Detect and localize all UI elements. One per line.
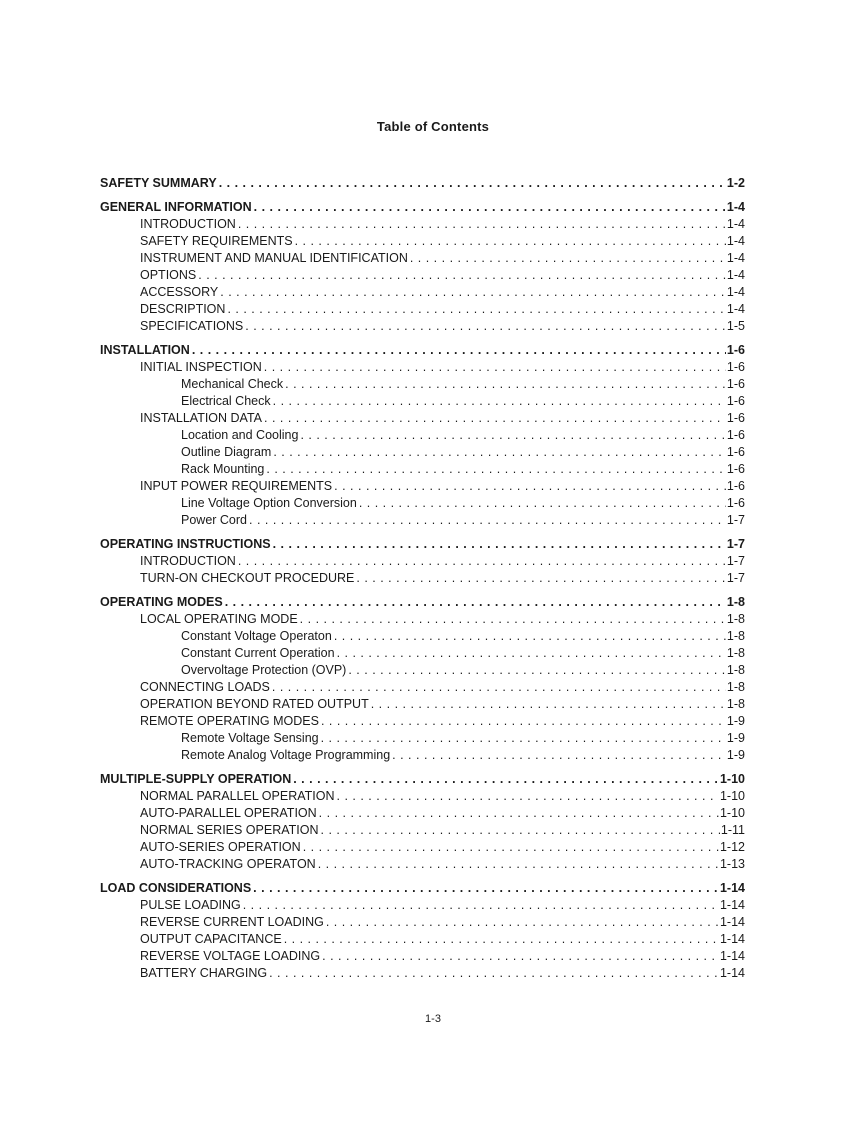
- dot-leader: [318, 856, 719, 873]
- footer-page-number: 1-3: [425, 1013, 441, 1025]
- dot-leader: [225, 594, 726, 611]
- toc-entry-page: 1-9: [726, 748, 745, 762]
- toc-entry-page: 1-7: [726, 571, 745, 585]
- dot-leader: [295, 233, 726, 250]
- dot-leader: [253, 880, 719, 897]
- toc-entry-page: 1-8: [726, 697, 745, 711]
- toc-entry-label: Remote Voltage Sensing: [181, 731, 319, 745]
- toc-entry: [100, 747, 745, 764]
- toc-entry-label: NORMAL SERIES OPERATION: [140, 823, 319, 837]
- dot-leader: [254, 199, 726, 216]
- toc-entry-page: 1-9: [726, 714, 745, 728]
- toc-entry: [100, 628, 745, 645]
- toc-entry-label: AUTO-TRACKING OPERATON: [140, 857, 316, 871]
- toc-entry-page: 1-7: [726, 513, 745, 527]
- dot-leader: [322, 948, 719, 965]
- toc-entry-page: 1-6: [726, 496, 745, 510]
- toc-entry-label: SAFETY REQUIREMENTS: [140, 234, 293, 248]
- toc-entry-label: INITIAL INSPECTION: [140, 360, 262, 374]
- dot-leader: [266, 461, 726, 478]
- toc-entry: [100, 233, 745, 250]
- dot-leader: [269, 965, 719, 982]
- toc-entry-page: 1-6: [726, 343, 745, 357]
- toc-entry-page: 1-14: [719, 915, 745, 929]
- dot-leader: [264, 410, 726, 427]
- dot-leader: [334, 478, 726, 495]
- toc-entry: [100, 679, 745, 696]
- dot-leader: [337, 645, 726, 662]
- toc-entry-label: ACCESSORY: [140, 285, 219, 299]
- toc-entry-page: 1-6: [726, 462, 745, 476]
- toc-entry-label: BATTERY CHARGING: [140, 966, 268, 980]
- toc-entry-label: OPERATING INSTRUCTIONS: [100, 537, 271, 551]
- dot-leader: [303, 839, 719, 856]
- dot-leader: [285, 376, 726, 393]
- toc-entry: [100, 696, 745, 713]
- dot-leader: [273, 444, 726, 461]
- toc-entry-page: 1-14: [719, 949, 745, 963]
- toc-entry: [100, 359, 745, 376]
- toc-entry-label: INSTALLATION: [100, 343, 190, 357]
- toc-entry-label: OUTPUT CAPACITANCE: [140, 932, 282, 946]
- toc-entry-page: 1-6: [726, 479, 745, 493]
- dot-leader: [348, 662, 726, 679]
- toc-entry-page: 1-8: [726, 595, 745, 609]
- toc-entry: [100, 376, 745, 393]
- toc-entry-label: OPERATION BEYOND RATED OUTPUT: [140, 697, 369, 711]
- toc-entry: [100, 553, 745, 570]
- toc-entry-page: 1-14: [719, 932, 745, 946]
- dot-leader: [284, 931, 719, 948]
- toc-entry-label: INSTALLATION DATA: [140, 411, 263, 425]
- toc-entry: [100, 645, 745, 662]
- toc-entry-label: AUTO-SERIES OPERATION: [140, 840, 301, 854]
- toc-entry: [100, 965, 745, 982]
- toc-entry-page: 1-8: [726, 680, 745, 694]
- toc-entry-page: 1-6: [726, 394, 745, 408]
- toc-entry-label: AUTO-PARALLEL OPERATION: [140, 806, 317, 820]
- toc-entry: [100, 536, 745, 553]
- toc-entry: [100, 199, 745, 216]
- toc-entry-label: INTRODUCTION: [140, 554, 236, 568]
- dot-leader: [220, 284, 726, 301]
- toc-entry: [100, 427, 745, 444]
- toc-entry-page: 1-10: [719, 806, 745, 820]
- toc-entry-label: Electrical Check: [181, 394, 271, 408]
- toc-entry-label: Overvoltage Protection (OVP): [181, 663, 347, 677]
- dot-leader: [319, 805, 719, 822]
- toc-entry: [100, 713, 745, 730]
- toc-entry-page: 1-4: [726, 217, 745, 231]
- toc-entry: [100, 788, 745, 805]
- toc-entry-page: 1-6: [726, 445, 745, 459]
- toc-entry: [100, 914, 745, 931]
- toc-entry-label: LOAD CONSIDERATIONS: [100, 881, 252, 895]
- dot-leader: [219, 175, 726, 192]
- toc-list: [100, 175, 745, 982]
- dot-leader: [243, 897, 719, 914]
- toc-entry: [100, 948, 745, 965]
- toc-entry: [100, 570, 745, 587]
- toc-entry-page: 1-4: [726, 251, 745, 265]
- toc-entry: [100, 594, 745, 611]
- toc-entry-page: 1-10: [719, 772, 745, 786]
- toc-entry: [100, 495, 745, 512]
- toc-entry-page: 1-7: [726, 537, 745, 551]
- toc-entry: [100, 805, 745, 822]
- toc-entry-label: Constant Current Operation: [181, 646, 335, 660]
- toc-entry-label: SAFETY SUMMARY: [100, 176, 217, 190]
- toc-entry-page: 1-4: [726, 285, 745, 299]
- dot-leader: [392, 747, 726, 764]
- toc-entry-label: Outline Diagram: [181, 445, 272, 459]
- toc-entry: [100, 839, 745, 856]
- dot-leader: [321, 822, 720, 839]
- toc-entry: [100, 444, 745, 461]
- toc-entry: [100, 318, 745, 335]
- toc-entry-page: 1-11: [720, 823, 745, 837]
- toc-entry-page: 1-12: [719, 840, 745, 854]
- toc-entry: [100, 897, 745, 914]
- toc-entry: [100, 880, 745, 897]
- dot-leader: [238, 553, 726, 570]
- toc-entry-label: Power Cord: [181, 513, 247, 527]
- toc-entry-label: GENERAL INFORMATION: [100, 200, 252, 214]
- dot-leader: [249, 512, 726, 529]
- toc-entry-page: 1-4: [726, 234, 745, 248]
- dot-leader: [245, 318, 726, 335]
- dot-leader: [238, 216, 726, 233]
- toc-entry-label: INTRODUCTION: [140, 217, 236, 231]
- toc-entry-page: 1-4: [726, 302, 745, 316]
- toc-entry-page: 1-13: [719, 857, 745, 871]
- toc-entry-label: OPTIONS: [140, 268, 197, 282]
- toc-entry: [100, 410, 745, 427]
- toc-entry-label: Rack Mounting: [181, 462, 265, 476]
- toc-entry-label: DESCRIPTION: [140, 302, 226, 316]
- toc-entry-label: OPERATING MODES: [100, 595, 223, 609]
- dot-leader: [300, 427, 725, 444]
- dot-leader: [198, 267, 726, 284]
- dot-leader: [356, 570, 726, 587]
- toc-entry-label: Constant Voltage Operaton: [181, 629, 332, 643]
- toc-entry: [100, 342, 745, 359]
- toc-entry-label: CONNECTING LOADS: [140, 680, 270, 694]
- dot-leader: [334, 628, 726, 645]
- dot-leader: [300, 611, 726, 628]
- toc-entry-page: 1-6: [726, 428, 745, 442]
- dot-leader: [321, 713, 726, 730]
- toc-entry-label: INSTRUMENT AND MANUAL IDENTIFICATION: [140, 251, 408, 265]
- toc-entry-page: 1-8: [726, 629, 745, 643]
- toc-entry: [100, 216, 745, 233]
- toc-entry-label: PULSE LOADING: [140, 898, 241, 912]
- dot-leader: [227, 301, 725, 318]
- toc-entry-label: REVERSE CURRENT LOADING: [140, 915, 324, 929]
- toc-entry-page: 1-4: [726, 200, 745, 214]
- toc-entry-page: 1-5: [726, 319, 745, 333]
- toc-entry: [100, 611, 745, 628]
- toc-entry-page: 1-6: [726, 377, 745, 391]
- dot-leader: [273, 393, 726, 410]
- toc-entry: [100, 175, 745, 192]
- dot-leader: [321, 730, 726, 747]
- toc-entry-page: 1-6: [726, 411, 745, 425]
- toc-entry: [100, 771, 745, 788]
- toc-entry: [100, 301, 745, 318]
- toc-entry-label: Mechanical Check: [181, 377, 284, 391]
- toc-entry-label: NORMAL PARALLEL OPERATION: [140, 789, 335, 803]
- toc-entry: [100, 730, 745, 747]
- toc-entry-label: MULTIPLE-SUPPLY OPERATION: [100, 772, 292, 786]
- toc-entry-label: Location and Cooling: [181, 428, 299, 442]
- dot-leader: [273, 536, 726, 553]
- dot-leader: [293, 771, 719, 788]
- dot-leader: [410, 250, 726, 267]
- dot-leader: [192, 342, 726, 359]
- toc-entry: [100, 822, 745, 839]
- toc-entry: [100, 662, 745, 679]
- dot-leader: [359, 495, 726, 512]
- dot-leader: [371, 696, 726, 713]
- toc-entry-label: Line Voltage Option Conversion: [181, 496, 357, 510]
- toc-entry: [100, 512, 745, 529]
- toc-entry: [100, 478, 745, 495]
- dot-leader: [272, 679, 726, 696]
- dot-leader: [326, 914, 719, 931]
- page-title: Table of Contents: [376, 119, 490, 134]
- toc-entry-page: 1-14: [719, 966, 745, 980]
- dot-leader: [264, 359, 726, 376]
- toc-entry-page: 1-7: [726, 554, 745, 568]
- toc-entry: [100, 284, 745, 301]
- toc-entry-label: SPECIFICATIONS: [140, 319, 244, 333]
- toc-entry-label: Remote Analog Voltage Programming: [181, 748, 391, 762]
- toc-entry: [100, 393, 745, 410]
- toc-entry-label: INPUT POWER REQUIREMENTS: [140, 479, 333, 493]
- toc-entry-label: REMOTE OPERATING MODES: [140, 714, 319, 728]
- toc-entry: [100, 931, 745, 948]
- toc-entry-page: 1-10: [719, 789, 745, 803]
- toc-entry: [100, 250, 745, 267]
- toc-entry-page: 1-8: [726, 663, 745, 677]
- toc-entry: [100, 461, 745, 478]
- toc-entry: [100, 267, 745, 284]
- toc-entry-page: 1-8: [726, 612, 745, 626]
- toc-entry-page: 1-8: [726, 646, 745, 660]
- dot-leader: [337, 788, 719, 805]
- toc-entry-label: TURN-ON CHECKOUT PROCEDURE: [140, 571, 355, 585]
- toc-entry-label: LOCAL OPERATING MODE: [140, 612, 298, 626]
- toc-entry-page: 1-14: [719, 881, 745, 895]
- toc-entry: [100, 856, 745, 873]
- toc-entry-label: REVERSE VOLTAGE LOADING: [140, 949, 321, 963]
- toc-entry-page: 1-6: [726, 360, 745, 374]
- toc-entry-page: 1-14: [719, 898, 745, 912]
- toc-entry-page: 1-9: [726, 731, 745, 745]
- toc-entry-page: 1-4: [726, 268, 745, 282]
- toc-entry-page: 1-2: [726, 176, 745, 190]
